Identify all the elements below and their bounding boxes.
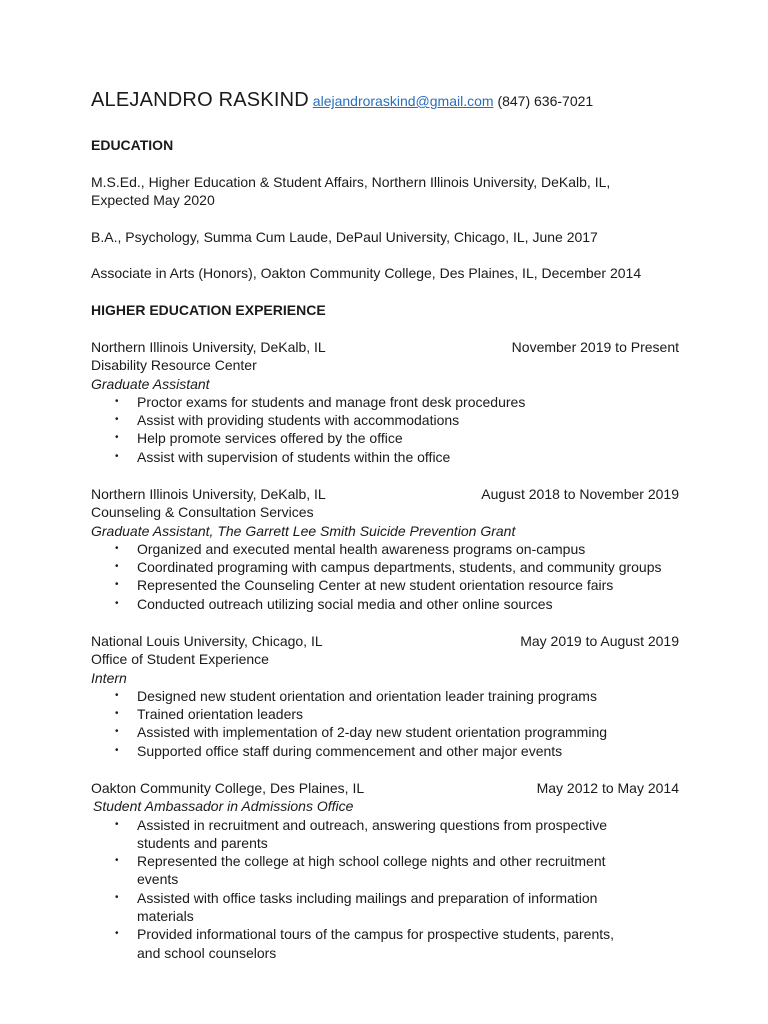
job-department: Counseling & Consultation Services bbox=[91, 504, 314, 521]
job-title: Graduate Assistant bbox=[91, 375, 210, 392]
job-bullets bbox=[91, 393, 679, 466]
job-niu-drc bbox=[91, 338, 679, 466]
resume-header bbox=[91, 91, 593, 110]
list-item: • Represented the Counseling Center at new student orientation resource fairs bbox=[137, 576, 679, 594]
list-item: • Proctor exams for students and manage front desk procedures bbox=[137, 393, 679, 411]
list-item: • Organized and executed mental health awareness programs on-campus bbox=[137, 540, 679, 558]
job-department: Disability Resource Center bbox=[91, 357, 257, 374]
list-item: • Coordinated programing with campus departments, students, and community groups bbox=[137, 558, 679, 576]
job-bullets bbox=[91, 816, 637, 962]
education-entry-aa: Associate in Arts (Honors), Oakton Community College, Des Plaines, IL, December 2014 bbox=[91, 265, 642, 281]
job-department: Office of Student Experience bbox=[91, 651, 269, 668]
list-item: • Designed new student orientation and orientation leader training programs bbox=[137, 687, 679, 705]
email-link[interactable]: alejandroraskind@gmail.com bbox=[312, 93, 494, 109]
list-item: • Assisted with office tasks including mailings and preparation of information materials bbox=[137, 889, 637, 926]
job-niu-counseling bbox=[91, 485, 679, 613]
job-title: Intern bbox=[91, 669, 127, 686]
job-nlu-student-experience bbox=[91, 632, 679, 760]
job-oakton-ambassador bbox=[91, 779, 679, 962]
list-item: • Provided informational tours of the campus for prospective students, parents, and school counselors bbox=[137, 925, 637, 962]
job-dates: May 2012 to May 2014 bbox=[536, 780, 679, 796]
list-item: • Assist with providing students with accommodations bbox=[137, 411, 679, 429]
job-title: Student Ambassador in Admissions Office bbox=[93, 798, 354, 815]
job-org: Northern Illinois University, DeKalb, IL bbox=[91, 339, 326, 355]
list-item: • Help promote services offered by the office bbox=[137, 429, 679, 447]
list-item: • Assisted with implementation of 2-day new student orientation programming bbox=[137, 723, 679, 741]
job-title: Graduate Assistant, The Garrett Lee Smith Suicide Prevention Grant bbox=[91, 522, 516, 539]
list-item: • Represented the college at high school college nights and other recruitment events bbox=[137, 852, 637, 889]
candidate-name: ALEJANDRO RASKIND bbox=[91, 89, 309, 111]
job-dates: May 2019 to August 2019 bbox=[520, 633, 679, 649]
list-item: • Assisted in recruitment and outreach, answering questions from prospective students and parents bbox=[137, 816, 637, 853]
job-bullets bbox=[91, 687, 679, 760]
job-org: Northern Illinois University, DeKalb, IL bbox=[91, 486, 326, 502]
education-entry-ba: B.A., Psychology, Summa Cum Laude, DePaul University, Chicago, IL, June 2017 bbox=[91, 229, 598, 245]
job-dates: August 2018 to November 2019 bbox=[481, 486, 679, 502]
phone-number: (847) 636-7021 bbox=[497, 93, 594, 109]
job-org: Oakton Community College, Des Plaines, IL bbox=[91, 780, 365, 796]
education-heading: EDUCATION bbox=[91, 137, 174, 153]
job-bullets bbox=[91, 540, 679, 613]
education-entry-msed: M.S.Ed., Higher Education & Student Affairs, Northern Illinois University, DeKalb, IL, Expected May 2020 bbox=[91, 174, 611, 209]
list-item: • Trained orientation leaders bbox=[137, 705, 679, 723]
experience-heading: HIGHER EDUCATION EXPERIENCE bbox=[91, 302, 326, 318]
job-dates: November 2019 to Present bbox=[511, 339, 679, 355]
list-item: • Supported office staff during commencement and other major events bbox=[137, 742, 679, 760]
job-org: National Louis University, Chicago, IL bbox=[91, 633, 323, 649]
list-item: • Assist with supervision of students within the office bbox=[137, 448, 679, 466]
list-item: • Conducted outreach utilizing social media and other online sources bbox=[137, 595, 679, 613]
